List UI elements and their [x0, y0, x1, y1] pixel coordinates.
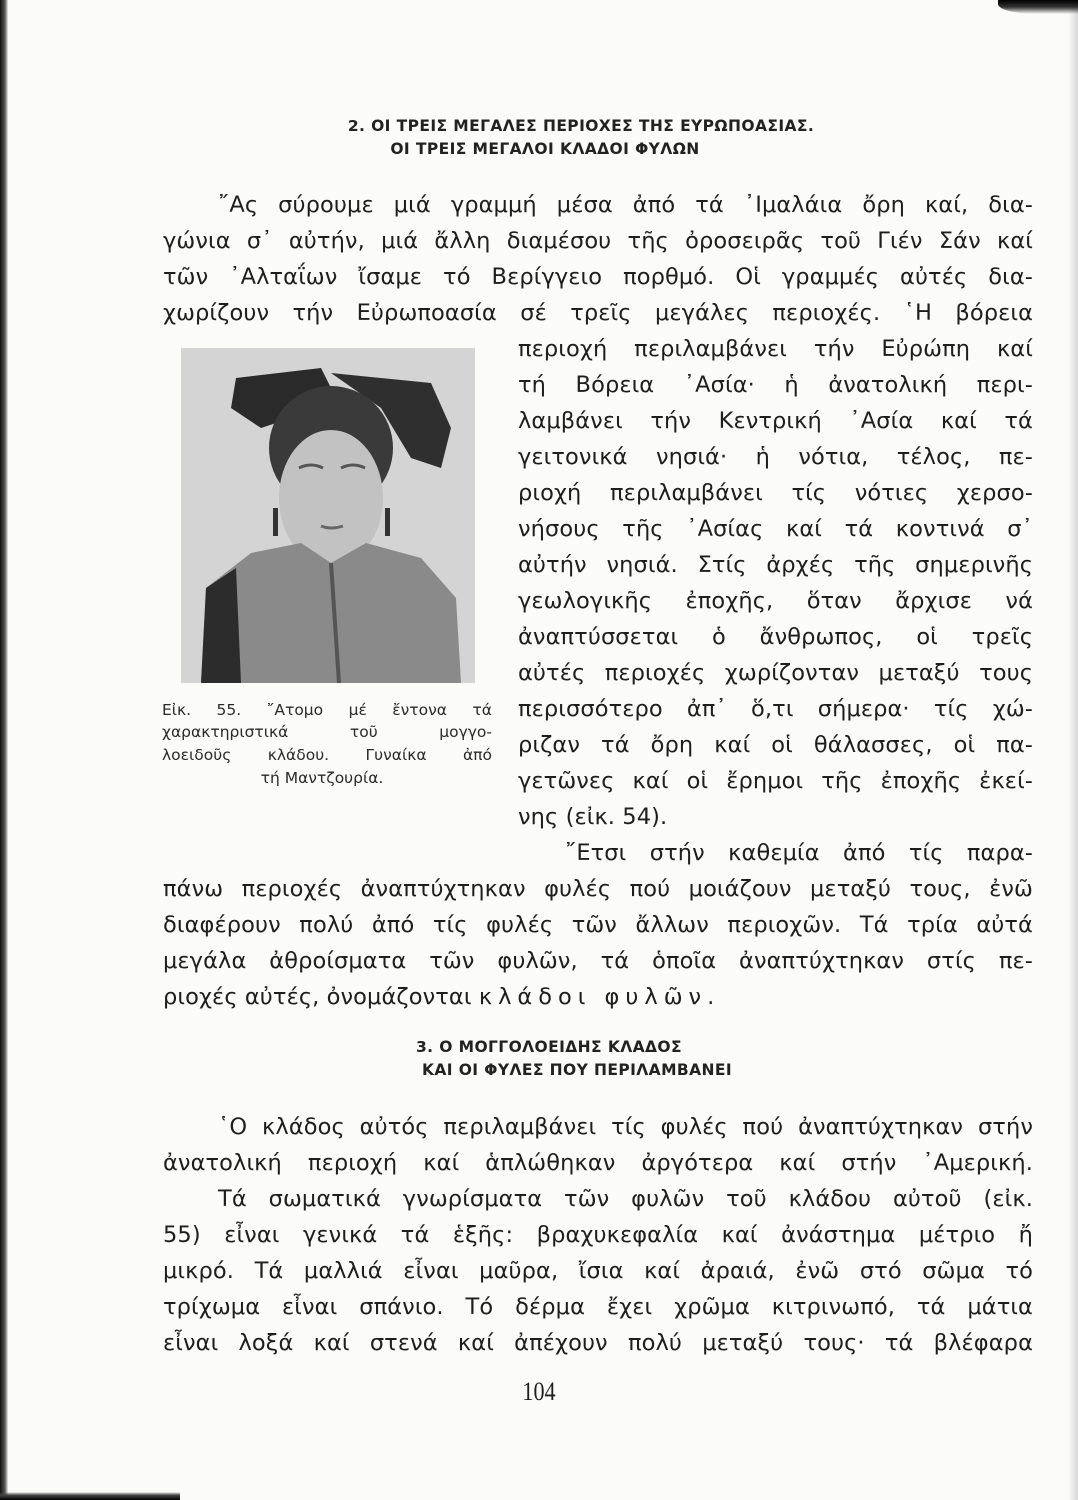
- paragraph-line: περισσότερο ἀπ᾿ ὅ,τι σήμερα· τίς χώ-: [518, 696, 1033, 722]
- section-2-heading-line-1: 2. ΟΙ ΤΡΕΙΣ ΜΕΓΑΛΕΣ ΠΕΡΙΟΧΕΣ ΤΗΣ ΕΥΡΩΠΟΑΣΙΑΣ.: [347, 117, 815, 135]
- figure-caption-line: χαρακτηριστικά τοῦ μογγο-: [162, 723, 492, 741]
- paragraph-line: γεωλογικῆς ἐποχῆς, ὅταν ἄρχισε νά: [518, 588, 1033, 614]
- paragraph-line: ριζαν τά ὄρη καί οἱ θάλασσες, οἱ πα-: [518, 732, 1033, 758]
- paragraph-line: ῎Ετσι στήν καθεμία ἀπό τίς παρα-: [565, 840, 1033, 866]
- paragraph-line: μεγάλα ἀθροίσματα τῶν φυλῶν, τά ὁποῖα ἀναπτύχτηκαν στίς πε-: [163, 948, 1033, 974]
- section-3-heading-line-2: ΚΑΙ ΟΙ ΦΥΛΕΣ ΠΟΥ ΠΕΡΙΛΑΜΒΑΝΕΙ: [421, 1061, 733, 1079]
- paragraph-line: τῶν ᾿Αλταΐων ἴσαμε τό Βερίγγειο πορθμό. Οἱ γραμμές αὐτές δια-: [163, 264, 1033, 290]
- paragraph-line: πάνω περιοχές ἀναπτύχτηκαν φυλές πού μοιάζουν μεταξύ τους, ἐνῶ: [163, 876, 1033, 902]
- paragraph-line: ἀνατολική περιοχή καί ἁπλώθηκαν ἀργότερα καί στήν ᾿Αμερική.: [163, 1150, 1033, 1176]
- paragraph-line: λαμβάνει τήν Κεντρική ᾿Ασία καί τά: [518, 408, 1033, 434]
- scan-corner-top-right: [998, 0, 1078, 14]
- paragraph-line: αὐτήν νησιά. Στίς ἀρχές τῆς σημερινῆς: [518, 552, 1033, 578]
- paragraph-line: [163, 982, 720, 1012]
- paragraph-line: περιοχή περιλαμβάνει τήν Εὐρώπη καί: [518, 336, 1033, 362]
- paragraph-line: γώνια σ᾿ αὐτήν, μιά ἄλλη διαμέσου τῆς ὀροσειρᾶς τοῦ Γιέν Σάν καί: [163, 228, 1033, 254]
- paragraph-line: χωρίζουν τήν Εὐρωποασία σέ τρεῖς μεγάλες περιοχές. ῾Η βόρεια: [163, 300, 1033, 326]
- paragraph-line: 55) εἶναι γενικά τά ἑξῆς: βραχυκεφαλία καί ἀνάστημα μέτριο ἤ: [163, 1222, 1033, 1248]
- figure-caption-line: Εἰκ. 55. ῎Ατομο μέ ἔντονα τά: [162, 701, 492, 719]
- paragraph-line: γειτονικά νησιά· ἡ νότια, τέλος, πε-: [518, 444, 1033, 470]
- paragraph-text: ριοχές αὐτές, ὀνομάζονται: [163, 984, 472, 1010]
- section-3-heading-line-1: 3. Ο ΜΟΓΓΟΛΟΕΙΔΗΣ ΚΛΑΔΟΣ: [415, 1038, 683, 1056]
- paragraph-line: αὐτές περιοχές χωρίζονταν μεταξύ τους: [518, 660, 1033, 686]
- paragraph-line: γετῶνες καί οἱ ἔρημοι τῆς ἐποχῆς ἐκεί-: [518, 768, 1033, 794]
- paragraph-line: εἶναι λοξά καί στενά καί ἀπέχουν πολύ μεταξύ τους· τά βλέφαρα: [163, 1330, 1033, 1356]
- scan-corner-bottom-left: [0, 1492, 180, 1500]
- scan-edge-left: [0, 0, 8, 1500]
- emphasized-term: κλάδοι φυλῶν.: [478, 984, 721, 1010]
- paragraph-line: ῾Ο κλάδος αὐτός περιλαμβάνει τίς φυλές πού ἀναπτύχτηκαν στήν: [218, 1114, 1033, 1140]
- figure-caption-line: λοειδοῦς κλάδου. Γυναίκα ἀπό: [162, 746, 492, 764]
- scan-edge-right: [1068, 0, 1078, 1500]
- figure-55-photo: [181, 348, 475, 683]
- portrait-image: [181, 348, 475, 683]
- paragraph-line: ῎Ας σύρουμε μιά γραμμή μέσα ἀπό τά ᾿Ιμαλάια ὄρη καί, δια-: [218, 192, 1033, 218]
- figure-caption-line: τή Μαντζουρία.: [260, 769, 384, 787]
- page-number: 104: [522, 1377, 556, 1406]
- paragraph-line: νήσους τῆς ᾿Ασίας καί τά κοντινά σ᾿: [518, 516, 1033, 542]
- paragraph-line: Τά σωματικά γνωρίσματα τῶν φυλῶν τοῦ κλάδου αὐτοῦ (εἰκ.: [218, 1186, 1033, 1212]
- paragraph-line: τρίχωμα εἶναι σπάνιο. Τό δέρμα ἔχει χρῶμα κιτρινωπό, τά μάτια: [163, 1294, 1033, 1320]
- paragraph-line: διαφέρουν πολύ ἀπό τίς φυλές τῶν ἄλλων περιοχῶν. Τά τρία αὐτά: [163, 912, 1033, 938]
- paragraph-line: ἀναπτύσσεται ὁ ἄνθρωπος, οἱ τρεῖς: [518, 624, 1033, 650]
- section-2-heading-line-2: ΟΙ ΤΡΕΙΣ ΜΕΓΑΛΟΙ ΚΛΑΔΟΙ ΦΥΛΩΝ: [390, 140, 700, 158]
- paragraph-line: νης (εἰκ. 54).: [518, 804, 668, 830]
- paragraph-line: τή Βόρεια ᾿Ασία· ἡ ἀνατολική περι-: [518, 372, 1033, 398]
- paragraph-line: μικρό. Τά μαλλιά εἶναι μαῦρα, ἴσια καί ἀραιά, ἐνῶ στό σῶμα τό: [163, 1258, 1033, 1284]
- paragraph-line: ριοχή περιλαμβάνει τίς νότιες χερσο-: [518, 480, 1033, 506]
